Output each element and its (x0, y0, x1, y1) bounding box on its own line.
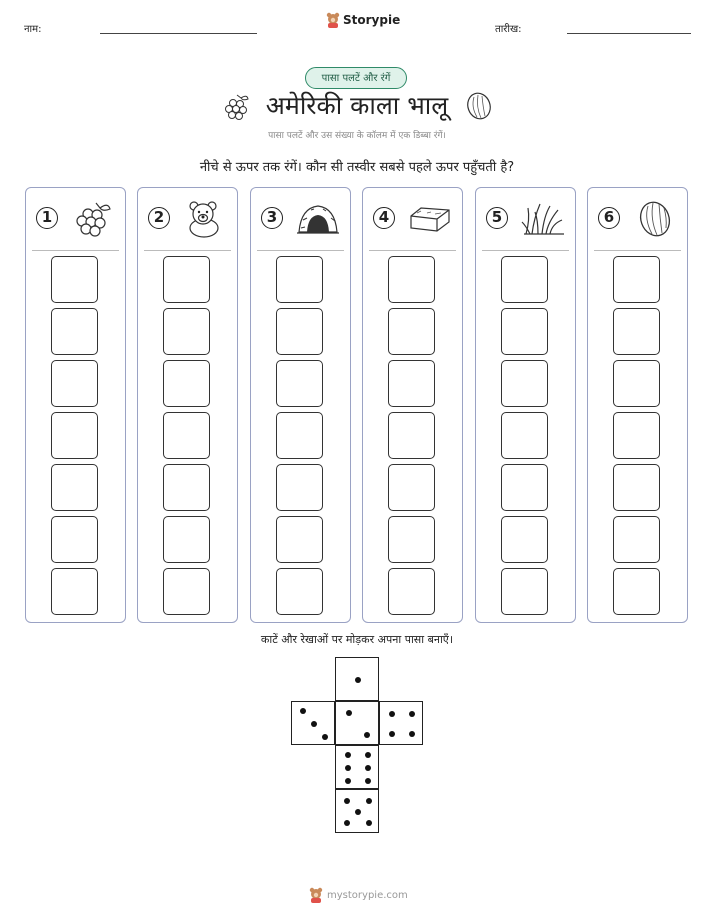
color-box[interactable] (388, 412, 435, 459)
dice-face-4 (379, 701, 423, 745)
column-number: 4 (373, 207, 395, 229)
color-box[interactable] (501, 360, 548, 407)
color-box[interactable] (613, 568, 660, 615)
dice-pip (346, 710, 352, 716)
page-title: अमेरिकी काला भालू (265, 91, 449, 120)
dice-face-6 (335, 745, 379, 789)
color-box[interactable] (276, 360, 323, 407)
dice-pip (345, 778, 351, 784)
dice-pip (345, 765, 351, 771)
column-number: 6 (598, 207, 620, 229)
bear-logo-icon (309, 887, 323, 903)
activity-badge: पासा पलटें और रंगें (305, 67, 407, 89)
color-box[interactable] (163, 412, 210, 459)
color-box[interactable] (276, 412, 323, 459)
color-box[interactable] (388, 256, 435, 303)
dice-pip (355, 809, 361, 815)
dice-pip (344, 820, 350, 826)
color-box[interactable] (163, 568, 210, 615)
color-box[interactable] (163, 464, 210, 511)
nut-title-icon (465, 91, 493, 121)
dice-pip (366, 798, 372, 804)
divider (369, 250, 456, 251)
color-box[interactable] (163, 256, 210, 303)
column-header (588, 188, 687, 250)
color-box[interactable] (51, 464, 98, 511)
column-6 (587, 187, 688, 623)
dice-face-2 (335, 701, 379, 745)
color-box[interactable] (276, 568, 323, 615)
footer-url: mystorypie.com (327, 889, 408, 901)
dice-pip (364, 732, 370, 738)
date-label: तारीख: (495, 24, 522, 35)
bear-logo-icon (326, 12, 340, 28)
column-1 (25, 187, 126, 623)
color-box[interactable] (501, 516, 548, 563)
color-box[interactable] (276, 516, 323, 563)
dice-face-1 (335, 657, 379, 701)
name-label: नाम: (24, 24, 42, 35)
column-header (138, 188, 237, 250)
name-line[interactable] (100, 33, 257, 34)
dice-pip (409, 711, 415, 717)
dice-pip (322, 734, 328, 740)
den-icon (295, 200, 341, 238)
divider (144, 250, 231, 251)
column-number: 5 (486, 207, 508, 229)
storypie-logo (326, 12, 400, 28)
date-line[interactable] (567, 33, 691, 34)
dice-pip (344, 798, 350, 804)
color-box[interactable] (388, 360, 435, 407)
color-box[interactable] (276, 308, 323, 355)
column-header (26, 188, 125, 250)
column-number: 1 (36, 207, 58, 229)
column-3 (250, 187, 351, 623)
color-box[interactable] (163, 360, 210, 407)
color-box[interactable] (51, 308, 98, 355)
dice-pip (311, 721, 317, 727)
dice-pip (345, 752, 351, 758)
color-box[interactable] (501, 568, 548, 615)
color-box[interactable] (276, 464, 323, 511)
color-box[interactable] (51, 360, 98, 407)
color-box[interactable] (163, 308, 210, 355)
divider (594, 250, 681, 251)
color-box[interactable] (388, 516, 435, 563)
dice-face-3 (291, 701, 335, 745)
color-box[interactable] (51, 412, 98, 459)
color-box[interactable] (613, 464, 660, 511)
color-box[interactable] (388, 568, 435, 615)
color-box[interactable] (51, 568, 98, 615)
column-header (363, 188, 462, 250)
color-box[interactable] (501, 308, 548, 355)
color-box[interactable] (163, 516, 210, 563)
color-box[interactable] (51, 256, 98, 303)
color-box[interactable] (276, 256, 323, 303)
color-box[interactable] (501, 256, 548, 303)
column-header (476, 188, 575, 250)
dice-pip (389, 731, 395, 737)
dice-pip (365, 765, 371, 771)
dice-pip (389, 711, 395, 717)
color-box[interactable] (388, 464, 435, 511)
honeycomb-icon (407, 200, 453, 238)
dice-pip (365, 752, 371, 758)
color-box[interactable] (51, 516, 98, 563)
color-box[interactable] (501, 464, 548, 511)
cut-instruction: काटें और रेखाओं पर मोड़कर अपना पासा बनाएँ। (260, 633, 454, 646)
berries-icon (70, 200, 116, 238)
color-box[interactable] (613, 308, 660, 355)
dice-pip (355, 677, 361, 683)
dice-pip (366, 820, 372, 826)
subtitle: पासा पलटें और उस संख्या के कॉलम में एक डिब्बा रंगें। (268, 131, 446, 141)
berries-title-icon (221, 92, 251, 122)
column-5 (475, 187, 576, 623)
grass-icon (520, 200, 566, 238)
column-number: 3 (261, 207, 283, 229)
color-box[interactable] (613, 360, 660, 407)
brand-name: Storypie (343, 13, 401, 27)
dice-pip (409, 731, 415, 737)
bear-cub-icon (182, 200, 228, 238)
dice-pip (300, 708, 306, 714)
nut-icon (632, 200, 678, 238)
color-box[interactable] (388, 308, 435, 355)
column-number: 2 (148, 207, 170, 229)
divider (32, 250, 119, 251)
column-2 (137, 187, 238, 623)
color-box[interactable] (613, 412, 660, 459)
column-header (251, 188, 350, 250)
instruction: नीचे से ऊपर तक रंगें। कौन सी तस्वीर सबसे पहले ऊपर पहुँचती है? (199, 160, 515, 175)
color-box[interactable] (501, 412, 548, 459)
column-4 (362, 187, 463, 623)
divider (482, 250, 569, 251)
dice-pip (365, 778, 371, 784)
color-box[interactable] (613, 256, 660, 303)
dice-face-5 (335, 789, 379, 833)
divider (257, 250, 344, 251)
color-box[interactable] (613, 516, 660, 563)
footer (309, 887, 408, 903)
